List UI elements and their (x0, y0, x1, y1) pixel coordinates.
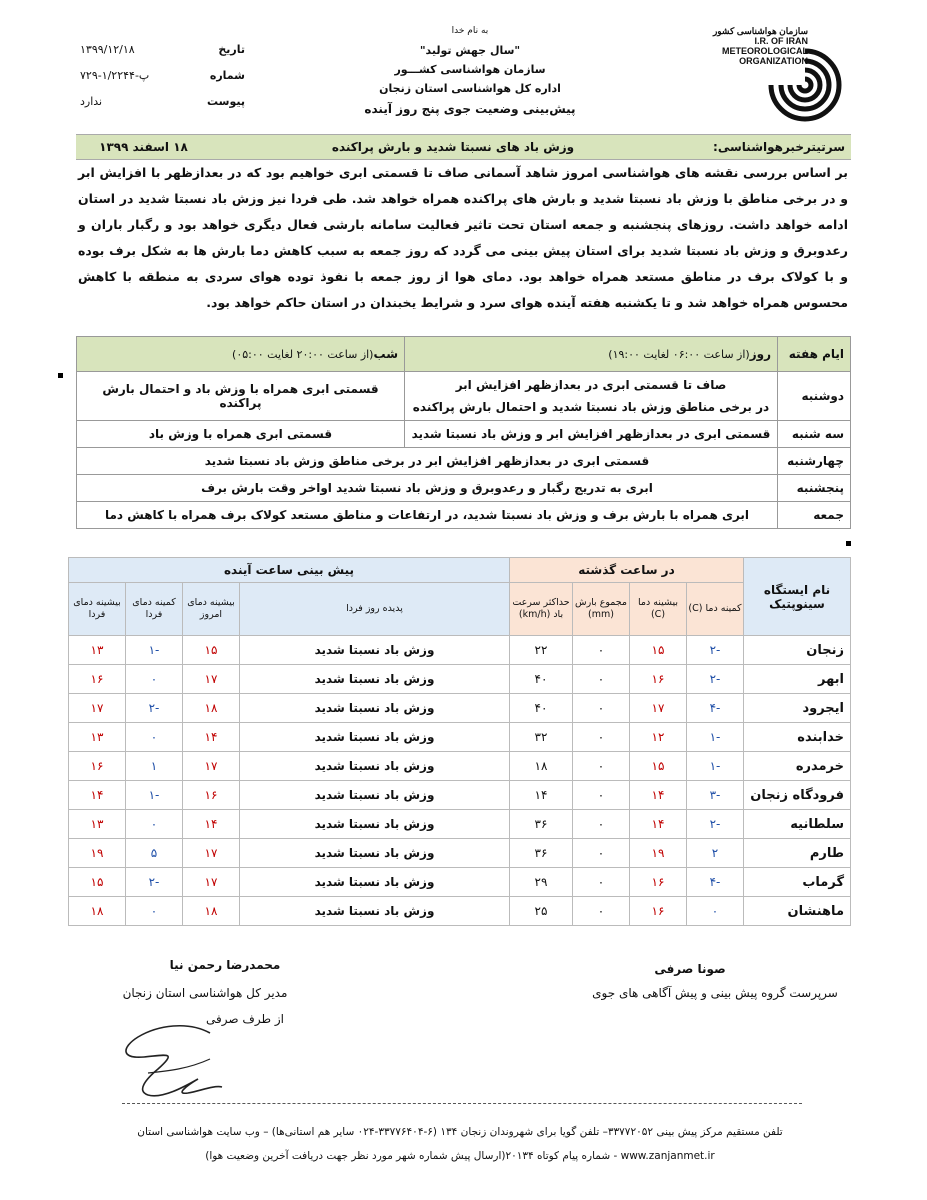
table-row (69, 694, 851, 723)
tomorrow-phenomenon: وزش باد نسبتا شدید (240, 723, 510, 752)
past-precip: ۰ (573, 868, 630, 897)
day-name: چهارشنبه (778, 448, 851, 475)
headline-label: سرتیترخبرهواشناسی: (713, 140, 845, 154)
max-tomorrow: ۱۸ (69, 897, 126, 926)
past-min-temp: -۲ (687, 665, 744, 694)
right-signer-name: صونا صرفی (654, 962, 726, 976)
col-phenomenon: پدیده روز فردا (240, 583, 510, 636)
header-future: پیش بینی ساعت آینده (69, 558, 510, 583)
max-tomorrow: ۱۵ (69, 868, 126, 897)
table-row (77, 372, 851, 421)
day-forecast: صاف تا قسمتی ابری در بعدازظهر افزایش ابر در برخی مناطق وزش باد نسبتا شدید و احتمال بارش پراکنده (405, 372, 778, 421)
letterhead-center (300, 22, 640, 119)
station-name: ابهر (744, 665, 851, 694)
station-name: زنجان (744, 636, 851, 665)
table-row (69, 752, 851, 781)
min-tomorrow: ۵ (126, 839, 183, 868)
day-name: پنجشنبه (778, 475, 851, 502)
past-precip: ۰ (573, 752, 630, 781)
past-precip: ۰ (573, 694, 630, 723)
station-name: سلطانیه (744, 810, 851, 839)
meta-label: شماره (209, 68, 245, 82)
past-precip: ۰ (573, 897, 630, 926)
organization-name: سازمان هواشناسی کشـــور (394, 63, 546, 76)
min-tomorrow: ۰ (126, 897, 183, 926)
table-row (69, 839, 851, 868)
max-today: ۱۴ (183, 810, 240, 839)
past-wind: ۳۶ (510, 810, 573, 839)
past-min-temp: -۱ (687, 723, 744, 752)
max-tomorrow: ۱۳ (69, 810, 126, 839)
corner-mark (846, 541, 851, 546)
merged-forecast: قسمتی ابری در بعدازظهر افزایش ابر در برخی مناطق وزش باد نسبتا شدید (77, 448, 778, 475)
col-min-temp: کمینه دما (C) (687, 583, 744, 636)
left-signer-name: محمدرضا رحمن نیا (169, 958, 281, 972)
past-max-temp: ۱۹ (630, 839, 687, 868)
table-row (69, 868, 851, 897)
day-forecast: قسمتی ابری در بعدازظهر افزایش ابر و وزش باد نسبتا شدید (405, 421, 778, 448)
header-past: در ساعت گذشته (510, 558, 744, 583)
logo-line: I.R. OF IRAN (754, 36, 808, 46)
table-row (69, 723, 851, 752)
logo-line: METEOROLOGICAL (722, 46, 808, 56)
header-night-period: شب(از ساعت ۲۰:۰۰ لغایت ۰۵:۰۰) (77, 337, 405, 372)
letter-meta (80, 36, 245, 114)
station-name: ماهنشان (744, 897, 851, 926)
past-max-temp: ۱۵ (630, 636, 687, 665)
headline-text: وزش باد های نسبتا شدید و بارش پراکنده (331, 140, 575, 154)
past-wind: ۴۰ (510, 665, 573, 694)
tomorrow-phenomenon: وزش باد نسبتا شدید (240, 694, 510, 723)
col-max-tomorrow: بیشینه دمای فردا (69, 583, 126, 636)
max-today: ۱۸ (183, 897, 240, 926)
past-max-temp: ۱۷ (630, 694, 687, 723)
tomorrow-phenomenon: وزش باد نسبتا شدید (240, 868, 510, 897)
station-name: خرمدره (744, 752, 851, 781)
header-station: نام ایستگاه سینوپتیک (744, 558, 851, 636)
table-row (69, 810, 851, 839)
header-day-period: روز(از ساعت ۰۶:۰۰ لغایت ۱۹:۰۰) (405, 337, 778, 372)
past-precip: ۰ (573, 781, 630, 810)
min-tomorrow: ۰ (126, 810, 183, 839)
past-min-temp: -۴ (687, 868, 744, 897)
basmala: به نام خدا (451, 26, 489, 36)
table-row (69, 665, 851, 694)
past-wind: ۴۰ (510, 694, 573, 723)
station-name: خدابنده (744, 723, 851, 752)
past-min-temp: -۴ (687, 694, 744, 723)
past-wind: ۱۸ (510, 752, 573, 781)
logo-line: ORGANIZATION (739, 56, 808, 66)
day-name: دوشنبه (778, 372, 851, 421)
max-today: ۱۶ (183, 781, 240, 810)
day-name: سه شنبه (778, 421, 851, 448)
org-logo (688, 22, 848, 132)
max-today: ۱۷ (183, 665, 240, 694)
station-name: گرماب (744, 868, 851, 897)
max-tomorrow: ۱۶ (69, 752, 126, 781)
table-subheader-row (69, 583, 851, 636)
meta-row (80, 88, 245, 114)
spiral-logo-icon (762, 42, 848, 128)
past-wind: ۲۲ (510, 636, 573, 665)
past-precip: ۰ (573, 723, 630, 752)
past-precip: ۰ (573, 665, 630, 694)
max-tomorrow: ۱۳ (69, 723, 126, 752)
past-max-temp: ۱۴ (630, 810, 687, 839)
max-tomorrow: ۱۴ (69, 781, 126, 810)
past-wind: ۲۹ (510, 868, 573, 897)
past-max-temp: ۱۶ (630, 897, 687, 926)
meta-row (80, 36, 245, 62)
past-min-temp: -۳ (687, 781, 744, 810)
right-signer-title: سرپرست گروه پیش بینی و پیش آگاهی های جوی (592, 986, 838, 1000)
tomorrow-phenomenon: وزش باد نسبتا شدید (240, 781, 510, 810)
past-max-temp: ۱۲ (630, 723, 687, 752)
tomorrow-phenomenon: وزش باد نسبتا شدید (240, 839, 510, 868)
handwritten-signature (118, 1015, 228, 1100)
table-row (77, 502, 851, 529)
col-max-temp: بیشینه دما (C) (630, 583, 687, 636)
min-tomorrow: -۱ (126, 636, 183, 665)
table-row (77, 421, 851, 448)
five-day-forecast-table (76, 336, 851, 529)
past-precip: ۰ (573, 810, 630, 839)
corner-mark (58, 373, 63, 378)
past-max-temp: ۱۵ (630, 752, 687, 781)
headline-date: ۱۸ اسفند ۱۳۹۹ (99, 140, 188, 154)
on-behalf-note: از طرف صرفی (206, 1012, 284, 1026)
max-tomorrow: ۱۷ (69, 694, 126, 723)
past-min-temp: ۰ (687, 897, 744, 926)
document-title: پیش‌بینی وضعیت جوی پنج روز آینده (364, 102, 576, 116)
day-name: جمعه (778, 502, 851, 529)
past-min-temp: -۲ (687, 636, 744, 665)
max-today: ۱۴ (183, 723, 240, 752)
table-row (69, 636, 851, 665)
footer-line-2: www.zanjanmet.ir - شماره پیام کوتاه ۲۰۱۳۴(ارسال پیش شماره شهر مورد نظر جهت دریافت آخرین وضعیت هوا) (205, 1150, 715, 1162)
tomorrow-phenomenon: وزش باد نسبتا شدید (240, 665, 510, 694)
min-tomorrow: ۱ (126, 752, 183, 781)
merged-forecast: ابری همراه با بارش برف و وزش باد نسبتا شدید، در ارتفاعات و مناطق مستعد کولاک برف همراه با کاهش دما (77, 502, 778, 529)
tomorrow-phenomenon: وزش باد نسبتا شدید (240, 897, 510, 926)
tomorrow-phenomenon: وزش باد نسبتا شدید (240, 636, 510, 665)
merged-forecast: ابری به تدریج رگبار و رعدوبرق و وزش باد نسبتا شدید اواخر وقت بارش برف (77, 475, 778, 502)
min-tomorrow: ۰ (126, 723, 183, 752)
past-min-temp: -۱ (687, 752, 744, 781)
night-forecast: قسمتی ابری همراه با وزش باد (77, 421, 405, 448)
past-wind: ۳۲ (510, 723, 573, 752)
past-wind: ۳۶ (510, 839, 573, 868)
past-max-temp: ۱۶ (630, 665, 687, 694)
table-row (77, 448, 851, 475)
station-observations-table (68, 557, 851, 926)
headline-bar (76, 134, 851, 160)
col-precip: مجموع بارش (mm) (573, 583, 630, 636)
max-today: ۱۷ (183, 868, 240, 897)
station-name: طارم (744, 839, 851, 868)
station-name: ایجرود (744, 694, 851, 723)
past-precip: ۰ (573, 636, 630, 665)
max-today: ۱۷ (183, 752, 240, 781)
min-tomorrow: -۲ (126, 868, 183, 897)
col-max-today: بیشینه دمای امروز (183, 583, 240, 636)
footer-line-1: تلفن مستقیم مرکز پیش بینی ۳۳۷۷۲۰۵۲– تلفن گویا برای شهروندان زنجان ۱۳۴ (۶-۳۳۷۷۶۴۰۴-۰۲۴ سایر هم استانی‌ها) – وب سایت هواشناسی استان (137, 1126, 783, 1138)
min-tomorrow: -۱ (126, 781, 183, 810)
past-min-temp: -۲ (687, 810, 744, 839)
tomorrow-phenomenon: وزش باد نسبتا شدید (240, 752, 510, 781)
meta-row (80, 62, 245, 88)
min-tomorrow: -۲ (126, 694, 183, 723)
max-today: ۱۵ (183, 636, 240, 665)
past-precip: ۰ (573, 839, 630, 868)
forecast-summary: بر اساس بررسی نقشه های هواشناسی امروز شاهد آسمانی صاف تا قسمتی ابری خواهیم بود که در بعدازظهر با افزایش ابر و در برخی مناطق با وزش باد نسبتا شدید و بارش های پراکنده همراه خواهد شد. طی فردا نیز وزش باد نسبتا شدید در استان ادامه خواهد داشت. روزهای پنجشنبه و جمعه استان تحت تاثیر فعالیت سامانه بارشی فعال دیگری خواهد بود و رگبار باران و رعدوبرق و وزش باد نسبتا شدید برای استان پیش بینی می گردد که روز جمعه به سبب کاهش دما بارش ها به شکل برف بوده و با کولاک برف در مناطق مستعد همراه خواهد بود. دمای هوا از روز جمعه با نفوذ توده هوای سردی به منطقه با کاهش محسوس همراه خواهد شد و تا یکشنبه هفته آینده هوای سرد و شرایط یخبندان در استان حاکم خواهد بود. (78, 165, 848, 310)
max-tomorrow: ۱۹ (69, 839, 126, 868)
logo-line: سازمان هواشناسی کشور (712, 26, 808, 36)
office-name: اداره کل هواشناسی استان زنجان (379, 82, 561, 95)
footer-contact (60, 1120, 860, 1168)
meta-value: ندارد (80, 94, 103, 108)
max-tomorrow: ۱۳ (69, 636, 126, 665)
max-today: ۱۷ (183, 839, 240, 868)
meta-value: ۱۳۹۹/۱۲/۱۸ (80, 42, 135, 56)
year-slogan: "سال جهش تولید" (419, 44, 521, 57)
meta-label: پیوست (207, 94, 245, 108)
table-header-row (77, 337, 851, 372)
meta-label: تاریخ (218, 42, 245, 56)
table-row (69, 897, 851, 926)
past-max-temp: ۱۶ (630, 868, 687, 897)
max-tomorrow: ۱۶ (69, 665, 126, 694)
table-header-row (69, 558, 851, 583)
meta-value: ۷۲۹-۱/۲۲۴۴-پ (80, 68, 150, 82)
min-tomorrow: ۰ (126, 665, 183, 694)
past-min-temp: ۲ (687, 839, 744, 868)
tomorrow-phenomenon: وزش باد نسبتا شدید (240, 810, 510, 839)
past-max-temp: ۱۴ (630, 781, 687, 810)
footer-divider (122, 1103, 802, 1104)
past-wind: ۱۴ (510, 781, 573, 810)
left-signer-title: مدیر کل هواشناسی استان زنجان (122, 986, 288, 1000)
station-name: فرودگاه زنجان (744, 781, 851, 810)
max-today: ۱۸ (183, 694, 240, 723)
header-days: ایام هفته (778, 337, 851, 372)
table-row (77, 475, 851, 502)
col-min-tomorrow: کمینه دمای فردا (126, 583, 183, 636)
col-wind: حداکثر سرعت باد (km/h) (510, 583, 573, 636)
table-row (69, 781, 851, 810)
past-wind: ۲۵ (510, 897, 573, 926)
night-forecast: قسمتی ابری همراه با وزش باد و احتمال بارش پراکنده (77, 372, 405, 421)
